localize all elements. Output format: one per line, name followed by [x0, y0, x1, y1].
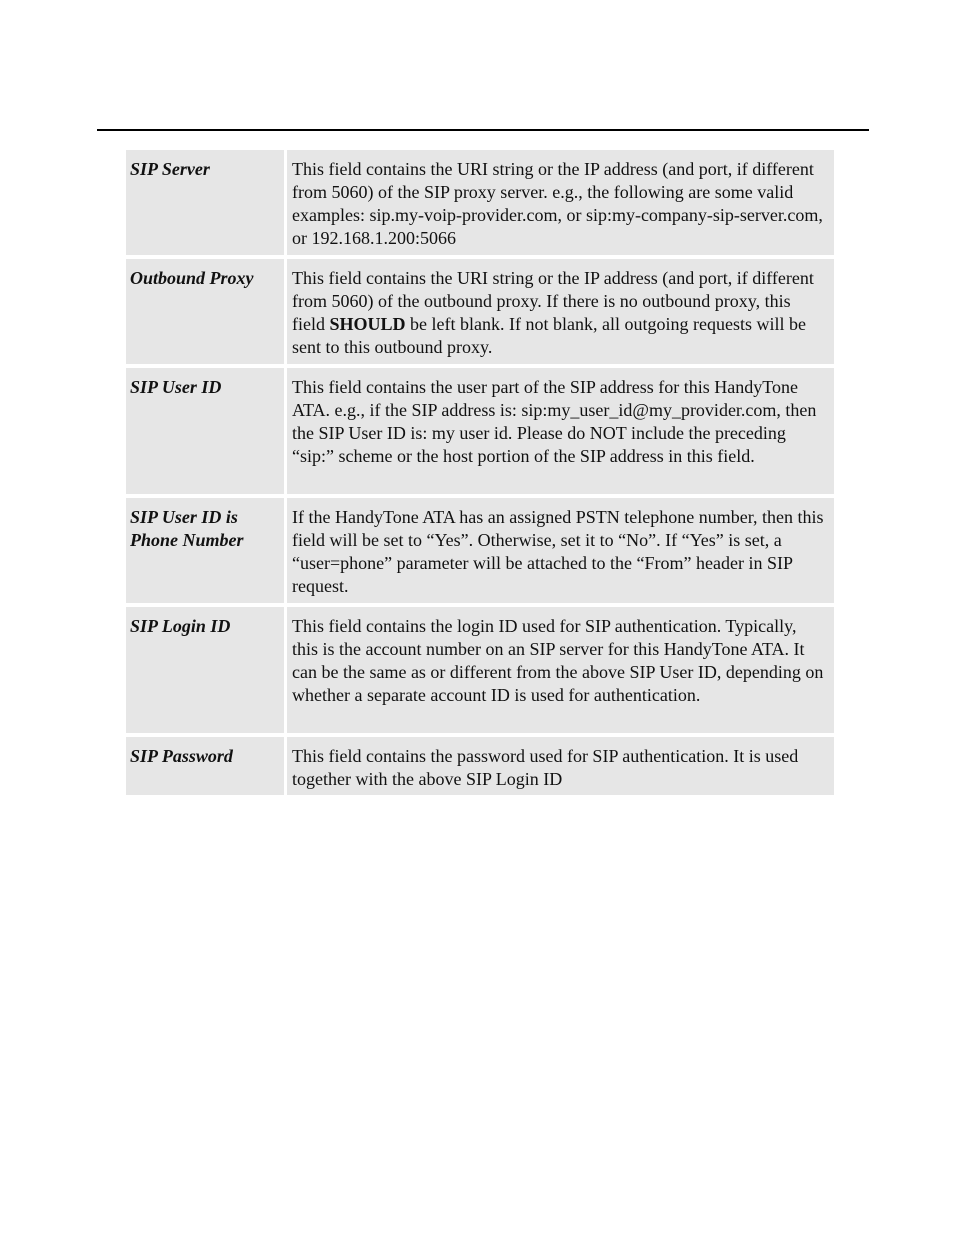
- field-description-sip-server: This field contains the URI string or the IP address (and port, if different from 5060) of the SIP proxy server. e.g., the following are some valid examples: sip.my-voip-provider.com, or sip:my-company-sip-server.com, or 192.168.1.200:5066: [287, 150, 834, 255]
- field-description-user-id-is-phone-number: If the HandyTone ATA has an assigned PSTN telephone number, then this field will be set to “Yes”. Otherwise, set it to “No”. If “Yes” is set, a “user=phone” parameter will be attached to the “From” header in SIP request.: [287, 498, 834, 603]
- table-row-user-id-is-phone-number: [126, 498, 834, 603]
- description-text-end: be left blank. If not blank, all outgoing requests will be sent to this outbound proxy.: [292, 314, 806, 357]
- field-name-sip-server: SIP Server: [126, 150, 284, 255]
- field-description-sip-login-id: This field contains the login ID used for SIP authentication. Typically, this is the account number on an SIP server for this HandyTone ATA. It can be the same as or different from the above SIP User ID, depending on whether a separate account ID is used for authentication.: [287, 607, 834, 733]
- field-description-outbound-proxy: [287, 259, 834, 364]
- header-rule: [97, 129, 869, 131]
- description-emphasis: SHOULD: [329, 314, 406, 334]
- sip-settings-table: [123, 146, 837, 799]
- field-description-sip-user-id: This field contains the user part of the SIP address for this HandyTone ATA. e.g., if the SIP address is: sip:my_user_id@my_provider.com, then the SIP User ID is: my user id. Please do NOT include the preceding “sip:” scheme or the host portion of the SIP address in this field.: [287, 368, 834, 494]
- field-name-sip-password: SIP Password: [126, 737, 284, 795]
- table-row-outbound-proxy: [126, 259, 834, 364]
- field-name-outbound-proxy: Outbound Proxy: [126, 259, 284, 364]
- table-row-sip-server: [126, 150, 834, 255]
- field-name-user-id-is-phone-number: SIP User ID is Phone Number: [126, 498, 284, 603]
- table-row-sip-login-id: [126, 607, 834, 733]
- field-description-sip-password: This field contains the password used for SIP authentication. It is used together with the above SIP Login ID: [287, 737, 834, 795]
- description-text-start: This field contains the URI string or the IP address (and port, if different from 5060) of the outbound proxy. If there is no outbound proxy, this field: [292, 268, 814, 334]
- field-name-sip-login-id: SIP Login ID: [126, 607, 284, 733]
- field-name-sip-user-id: SIP User ID: [126, 368, 284, 494]
- table-row-sip-password: [126, 737, 834, 795]
- table-row-sip-user-id: [126, 368, 834, 494]
